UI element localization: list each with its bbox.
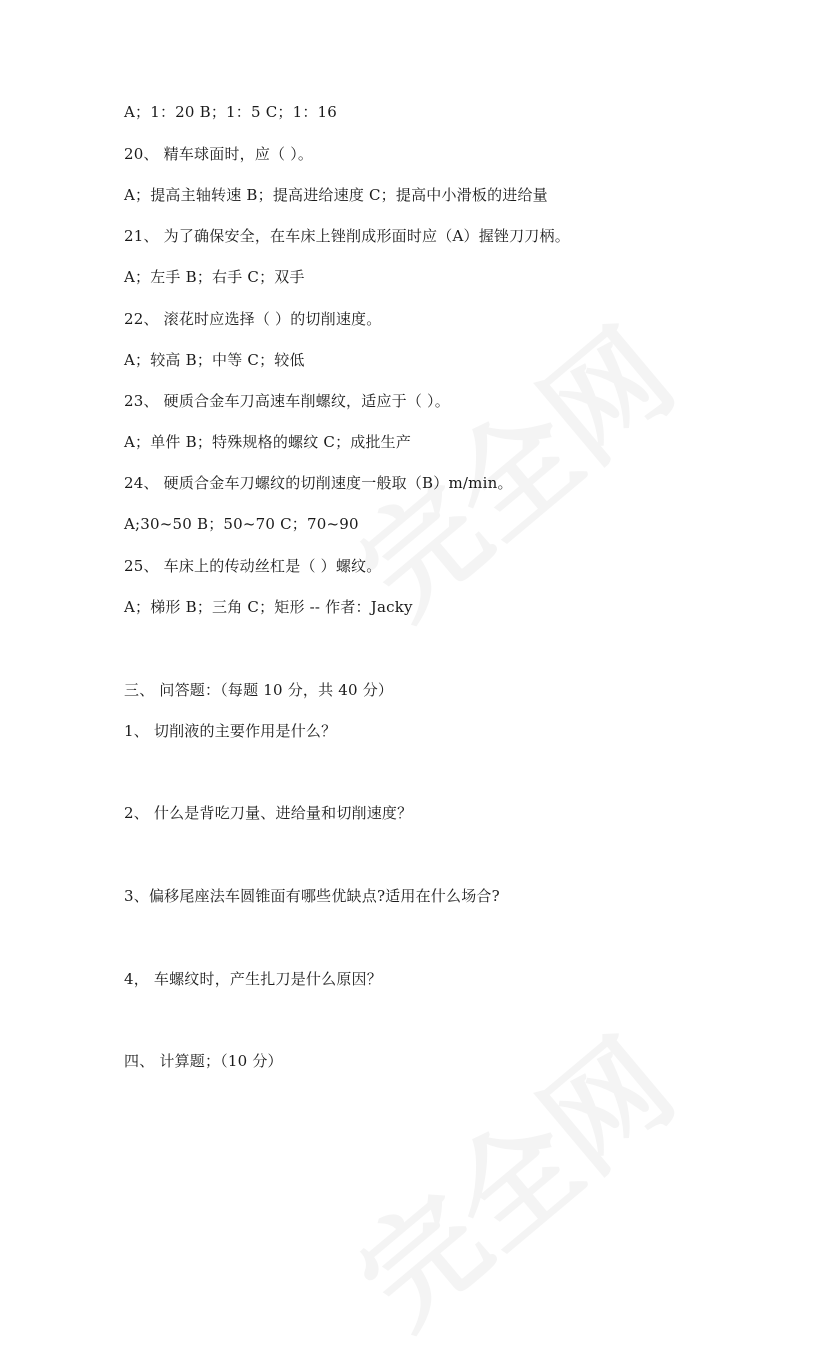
answer-options-25: A；梯形 B；三角 C；矩形 -- 作者：Jacky (124, 598, 413, 616)
section-heading-4: 四、 计算题；（10 分） (124, 1052, 283, 1070)
question-20: 20、 精车球面时，应（ ）。 (124, 145, 314, 163)
short-answer-question-1: 1、 切削液的主要作用是什么？ (124, 722, 337, 740)
question-24: 24、 硬质合金车刀螺纹的切削速度一般取（B）m/min。 (124, 474, 513, 492)
short-answer-question-4: 4， 车螺纹时，产生扎刀是什么原因？ (124, 970, 382, 988)
section-heading-3: 三、 问答题：（每题 10 分，共 40 分） (124, 681, 394, 699)
answer-options-22: A；较高 B；中等 C；较低 (124, 351, 305, 369)
answer-options-23: A；单件 B；特殊规格的螺纹 C；成批生产 (124, 433, 412, 451)
watermark-bottom (317, 994, 703, 1357)
answer-options-21: A；左手 B；右手 C；双手 (124, 268, 305, 286)
question-22: 22、 滚花时应选择（ ）的切削速度。 (124, 310, 382, 328)
answer-options-24: A;30~50 B；50~70 C；70~90 (124, 515, 359, 533)
question-21: 21、 为了确保安全，在车床上锉削成形面时应（A）握锉刀刀柄。 (124, 227, 570, 245)
short-answer-question-3: 3、偏移尾座法车圆锥面有哪些优缺点?适用在什么场合? (124, 887, 500, 905)
short-answer-question-2: 2、 什么是背吃刀量、进给量和切削速度？ (124, 804, 413, 822)
watermark (317, 284, 703, 647)
question-23: 23、 硬质合金车刀高速车削螺纹，适应于（ ）。 (124, 392, 450, 410)
answer-options-19: A；1：20 B；1：5 C；1：16 (124, 103, 338, 121)
question-25: 25、 车床上的传动丝杠是（ ）螺纹。 (124, 557, 382, 575)
answer-options-20: A；提高主轴转速 B；提高进给速度 C；提高中小滑板的进给量 (124, 186, 548, 204)
